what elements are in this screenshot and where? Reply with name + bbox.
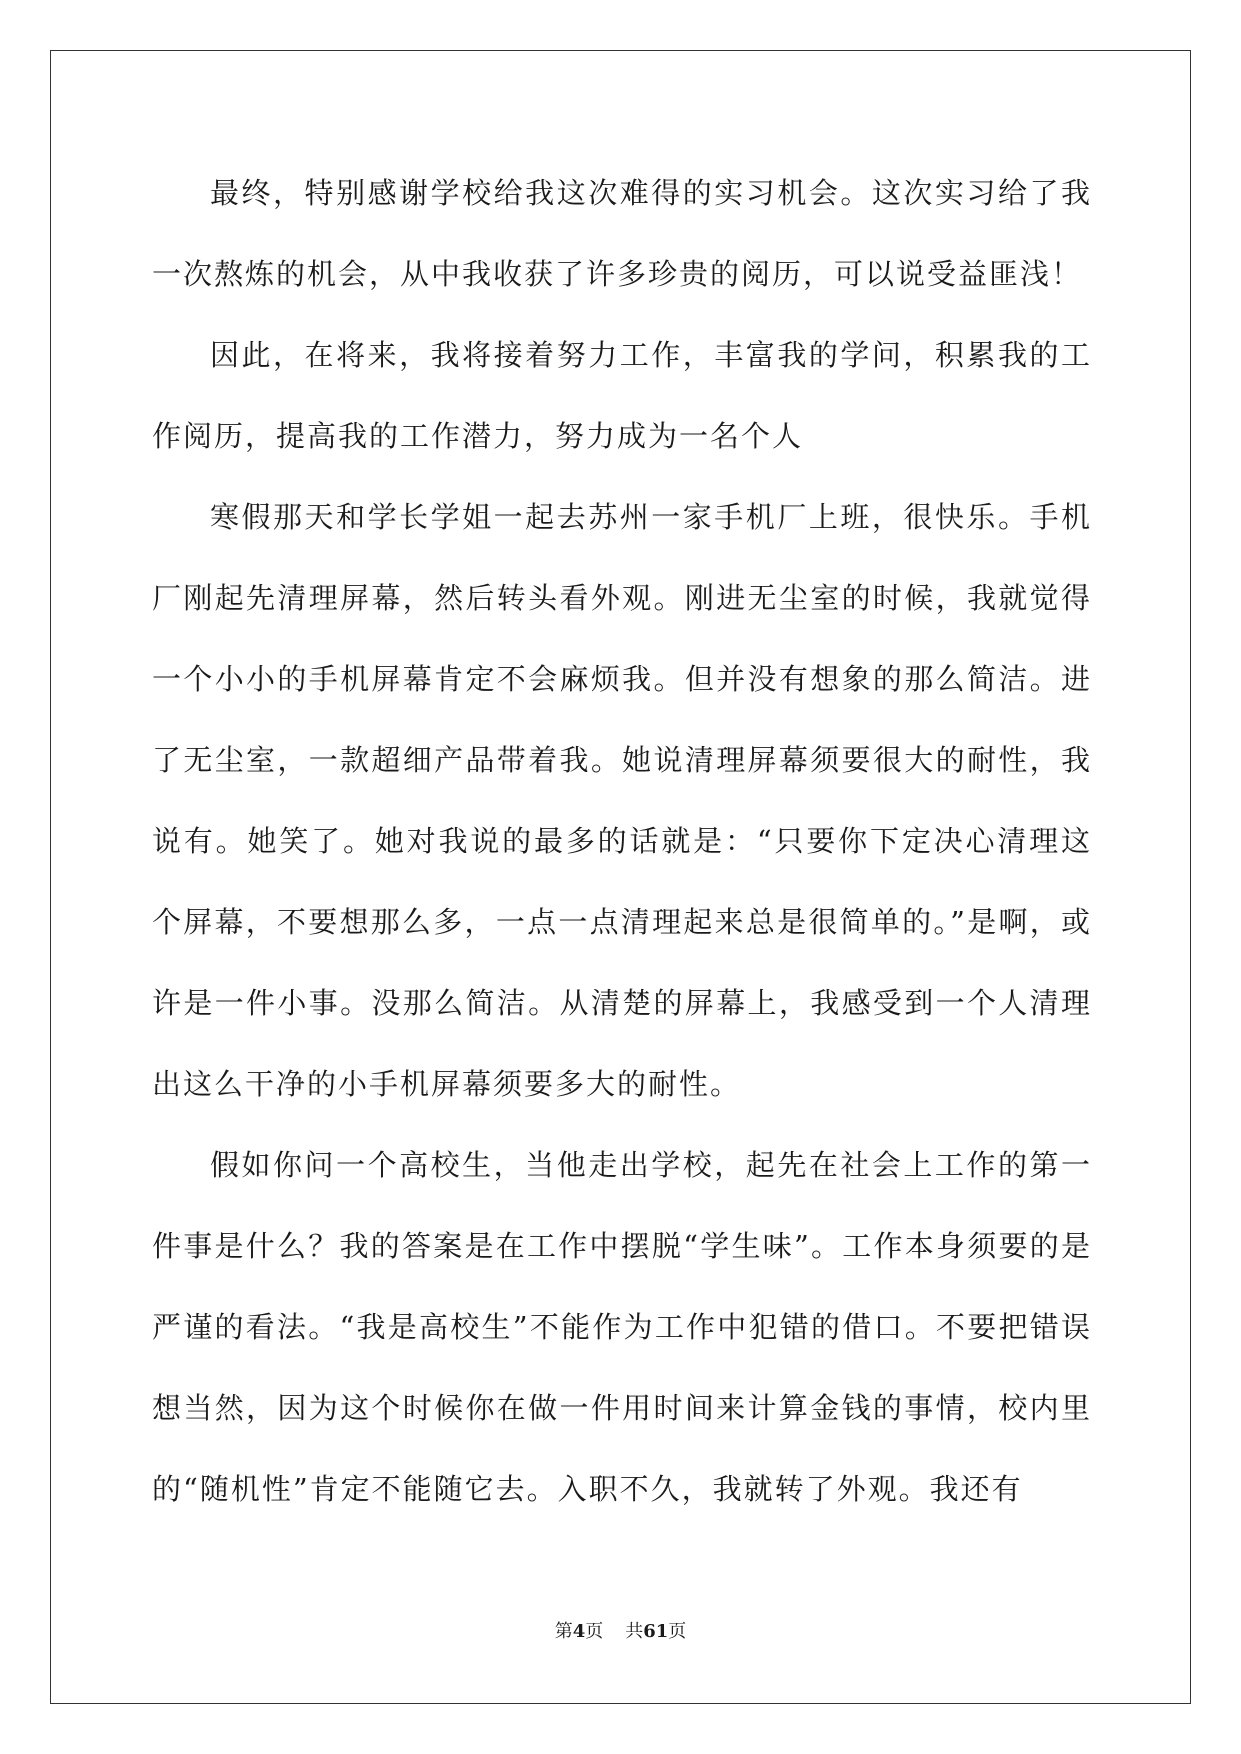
page-suffix: 页 xyxy=(585,1621,604,1642)
document-body xyxy=(152,153,1092,1530)
page-footer xyxy=(0,1620,1241,1644)
paragraph-2: 因此，在将来，我将接着努力工作，丰富我的学问，积累我的工作阅历，提高我的工作潜力，努力成为一名个人 xyxy=(152,338,1092,453)
paragraph-4: 假如你问一个高校生，当他走出学校，起先在社会上工作的第一件事是什么？我的答案是在工作中摆脱“学生味”。工作本身须要的是严谨的看法。“我是高校生”不能作为工作中犯错的借口。不要把错误想当然，因为这个时候你在做一件用时间来计算金钱的事情，校内里的“随机性”肯定不能随它去。入职不久，我就转了外观。我还有 xyxy=(152,1148,1092,1506)
total-suffix: 页 xyxy=(668,1621,687,1642)
total-prefix: 共 xyxy=(625,1621,644,1642)
paragraph-1: 最终，特别感谢学校给我这次难得的实习机会。这次实习给了我一次熬炼的机会，从中我收获了许多珍贵的阅历，可以说受益匪浅！ xyxy=(152,176,1092,291)
total-pages: 61 xyxy=(643,1621,669,1642)
page-number: 4 xyxy=(572,1621,586,1642)
paragraph-3: 寒假那天和学长学姐一起去苏州一家手机厂上班，很快乐。手机厂刚起先清理屏幕，然后转头看外观。刚进无尘室的时候，我就觉得一个小小的手机屏幕肯定不会麻烦我。但并没有想象的那么简洁。进了无尘室，一款超细产品带着我。她说清理屏幕须要很大的耐性，我说有。她笑了。她对我说的最多的话就是：“只要你下定决心清理这个屏幕，不要想那么多，一点一点清理起来总是很简单的。”是啊，或许是一件小事。没那么简洁。从清楚的屏幕上，我感受到一个人清理出这么干净的小手机屏幕须要多大的耐性。 xyxy=(152,500,1092,1101)
page-prefix: 第 xyxy=(554,1621,573,1642)
